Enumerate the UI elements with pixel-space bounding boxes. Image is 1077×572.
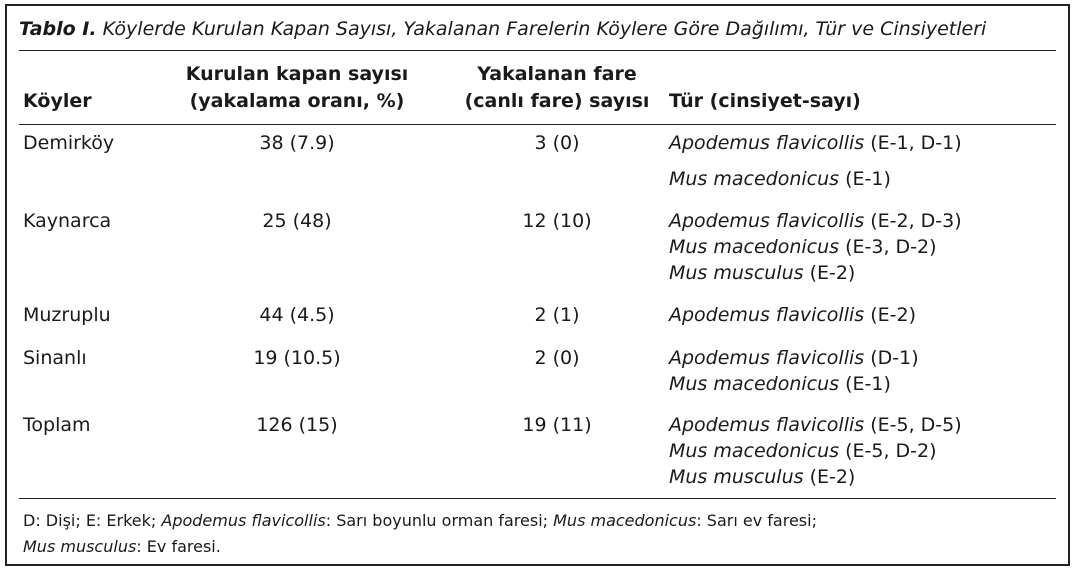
species-detail: (E-5, D-2) (839, 440, 937, 462)
species-name: Apodemus flavicollis (669, 132, 865, 154)
row-species (669, 302, 916, 328)
row-species (669, 208, 962, 234)
row-caught: 3 (0) (534, 132, 580, 154)
footnote-species: Mus musculus (23, 537, 137, 556)
species-detail: (E-2, D-3) (864, 210, 962, 232)
footnote-text: : Sarı ev faresi; (696, 511, 817, 530)
species-detail: (E-1) (839, 373, 891, 395)
table-caption (19, 18, 1056, 40)
species-detail: (E-1, D-1) (864, 132, 962, 154)
row-village: Toplam (23, 414, 91, 436)
header-rule (19, 124, 1056, 125)
species-name: Apodemus flavicollis (669, 304, 865, 326)
row-traps: 25 (48) (262, 210, 332, 232)
species-name: Mus macedonicus (669, 236, 840, 258)
row-village: Sinanlı (23, 347, 87, 369)
species-name: Apodemus flavicollis (669, 210, 865, 232)
footnote-text: : Ev faresi. (136, 537, 221, 556)
species-detail: (E-2) (864, 304, 916, 326)
footnote-line1 (23, 509, 817, 533)
footnote-text: D: Dişi; E: Erkek; (23, 511, 162, 530)
row-species (669, 345, 919, 371)
header-traps-line1: Kurulan kapan sayısı (185, 63, 409, 85)
row-caught: 2 (1) (534, 304, 580, 326)
row-species (669, 130, 962, 156)
row-species (669, 234, 937, 260)
species-detail: (E-3, D-2) (839, 236, 937, 258)
bottom-rule (19, 498, 1056, 499)
footnote-line2 (23, 535, 221, 559)
row-species (669, 464, 855, 490)
header-caught-line2: (canlı fare) sayısı (464, 90, 650, 112)
species-detail: (E-5, D-5) (864, 414, 962, 436)
species-name: Mus macedonicus (669, 373, 840, 395)
row-caught: 2 (0) (534, 347, 580, 369)
row-village: Muzruplu (23, 304, 111, 326)
row-village: Kaynarca (23, 210, 112, 232)
species-name: Mus musculus (669, 262, 804, 284)
caption-label: Tablo I. (19, 18, 97, 40)
header-traps-line2: (yakalama oranı, %) (189, 90, 405, 112)
footnote-species: Mus macedonicus (553, 511, 697, 530)
row-village: Demirköy (23, 132, 115, 154)
species-detail: (E-2) (803, 262, 856, 284)
row-species (669, 412, 962, 438)
row-caught: 19 (11) (522, 414, 592, 436)
species-detail: (D-1) (864, 347, 919, 369)
row-traps: 38 (7.9) (259, 132, 335, 154)
row-species (669, 260, 855, 286)
header-villages: Köyler (23, 90, 92, 112)
row-species (669, 438, 937, 464)
row-traps: 126 (15) (256, 414, 338, 436)
caption-text: Köylerde Kurulan Kapan Sayısı, Yakalanan Farelerin Köylere Göre Dağılımı, Tür ve Cinsiyetleri (96, 18, 987, 40)
species-detail: (E-1) (839, 168, 891, 190)
row-traps: 44 (4.5) (259, 304, 335, 326)
species-name: Apodemus flavicollis (669, 414, 865, 436)
row-species (669, 371, 891, 397)
row-caught: 12 (10) (522, 210, 592, 232)
species-name: Apodemus flavicollis (669, 347, 865, 369)
header-caught-line1: Yakalanan fare (477, 63, 637, 85)
header-species: Tür (cinsiyet-sayı) (669, 90, 861, 112)
footnote-species: Apodemus flavicollis (161, 511, 326, 530)
species-name: Mus macedonicus (669, 168, 840, 190)
row-traps: 19 (10.5) (253, 347, 341, 369)
footnote-text: : Sarı boyunlu orman faresi; (325, 511, 554, 530)
species-detail: (E-2) (803, 466, 856, 488)
row-species (669, 166, 891, 192)
table-frame (5, 4, 1070, 566)
top-rule (19, 50, 1056, 51)
species-name: Mus macedonicus (669, 440, 840, 462)
species-name: Mus musculus (669, 466, 804, 488)
